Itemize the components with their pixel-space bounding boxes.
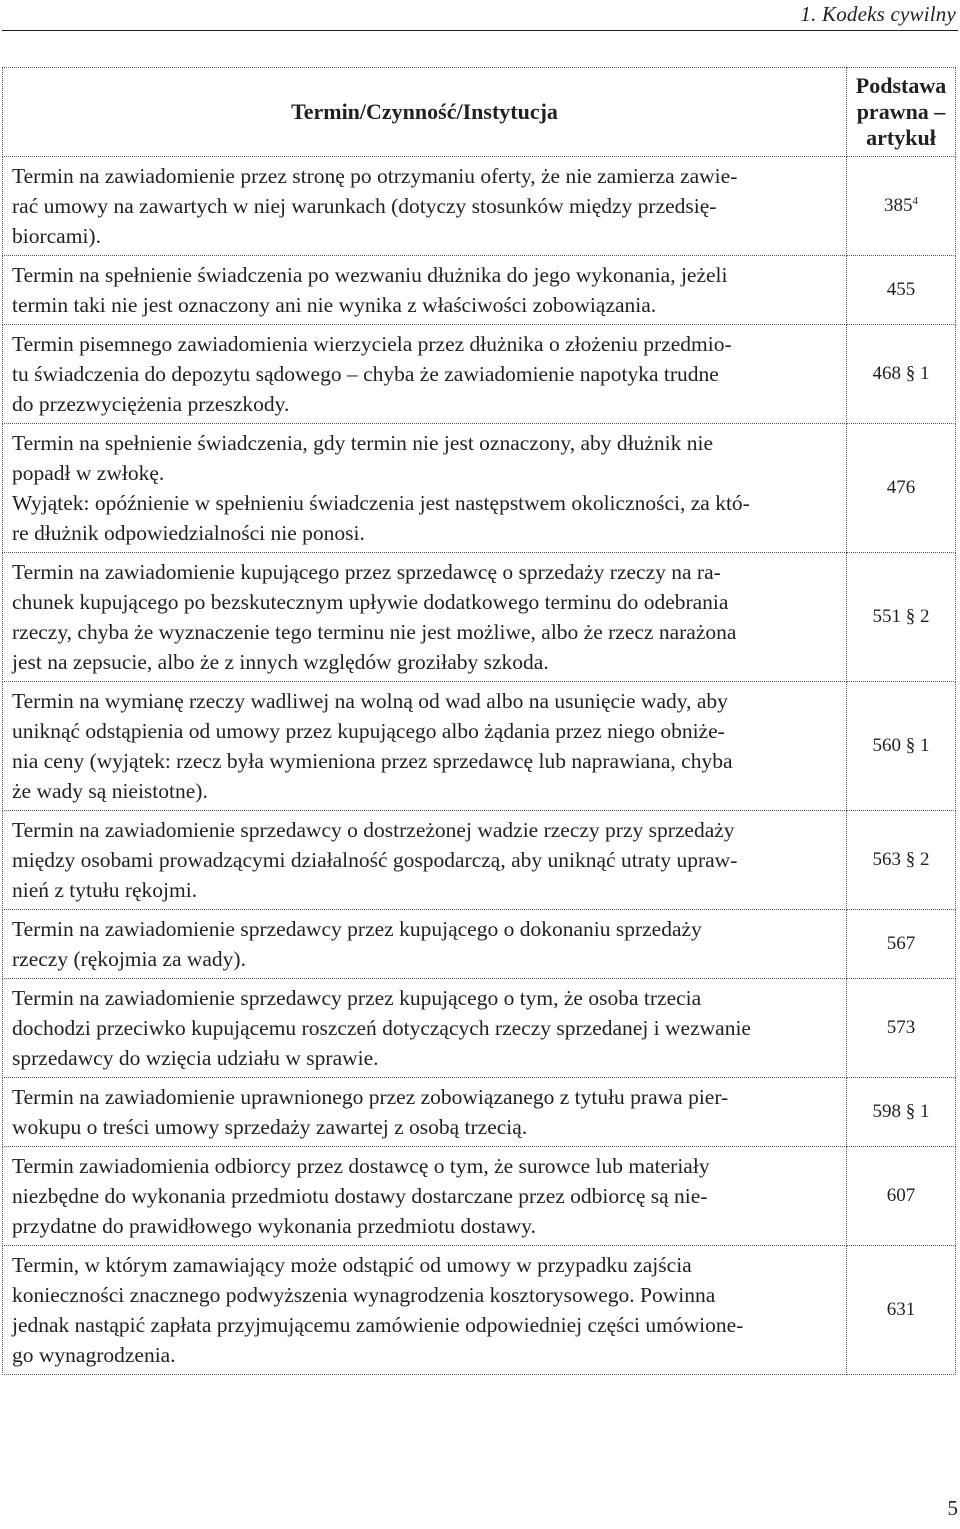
description-line: Termin na zawiadomienie sprzedawcy o dostrzeżonej wadzie rzeczy przy sprzedaży <box>12 818 735 842</box>
description-line: rzeczy, chyba że wyznaczenie tego terminu nie jest możliwe, albo że rzecz narażona <box>12 620 737 644</box>
article-number: 631 <box>886 1299 916 1320</box>
row-legal-basis <box>847 1078 956 1147</box>
description-line: do przezwyciężenia przeszkody. <box>12 392 290 416</box>
article-number: 476 <box>886 477 916 498</box>
article-number: 563 § 2 <box>872 849 930 870</box>
description-line: że wady są nieistotne). <box>12 779 208 803</box>
row-description <box>3 682 847 811</box>
description-line: między osobami prowadzącymi działalność gospodarczą, aby uniknąć utraty upraw- <box>12 848 738 872</box>
description-line: nień z tytułu rękojmi. <box>12 878 198 902</box>
row-description <box>3 424 847 553</box>
description-line: tu świadczenia do depozytu sądowego – chyba że zawiadomienie napotyka trudne <box>12 362 719 386</box>
article-number: 468 § 1 <box>872 363 930 384</box>
description-line: Termin pisemnego zawiadomienia wierzyciela przez dłużnika o złożeniu przedmio- <box>12 332 732 356</box>
description-line: popadł w zwłokę. <box>12 461 165 485</box>
article-number: 573 <box>886 1017 916 1038</box>
article-number: 607 <box>886 1185 916 1206</box>
description-line: rzeczy (rękojmia za wady). <box>12 947 246 971</box>
description-line: Termin na wymianę rzeczy wadliwej na wolną od wad albo na usunięcie wady, aby <box>12 689 728 713</box>
row-description <box>3 157 847 256</box>
article-number: 560 § 1 <box>872 735 930 756</box>
description-line: go wynagrodzenia. <box>12 1343 176 1367</box>
description-line: wokupu o treści umowy sprzedaży zawartej z osobą trzecią. <box>12 1115 528 1139</box>
article-number: 598 § 1 <box>872 1101 930 1122</box>
row-legal-basis <box>847 325 956 424</box>
description-line: re dłużnik odpowiedzialności nie ponosi. <box>12 521 365 545</box>
article-superscript: 4 <box>912 195 918 207</box>
table-body <box>3 157 956 1375</box>
row-legal-basis <box>847 979 956 1078</box>
row-description <box>3 256 847 325</box>
description-line: Termin na spełnienie świadczenia, gdy termin nie jest oznaczony, aby dłużnik nie <box>12 431 713 455</box>
description-line: nia ceny (wyjątek: rzecz była wymieniona przez sprzedawcę lub naprawiana, chyba <box>12 749 733 773</box>
table-row <box>3 325 956 424</box>
description-line: biorcami). <box>12 224 101 248</box>
row-legal-basis <box>847 811 956 910</box>
description-line: chunek kupującego po bezskutecznym upływie dodatkowego terminu do odebrania <box>12 590 729 614</box>
table-row <box>3 1078 956 1147</box>
row-legal-basis <box>847 910 956 979</box>
description-line: konieczności znacznego podwyższenia wynagrodzenia kosztorysowego. Powinna <box>12 1283 716 1307</box>
article-number: 385 <box>884 195 913 216</box>
article-number: 567 <box>886 933 916 954</box>
description-line: Termin na zawiadomienie sprzedawcy przez kupującego o dokonaniu sprzedaży <box>12 917 702 941</box>
article-number: 551 § 2 <box>872 606 930 627</box>
table-row <box>3 1147 956 1246</box>
table-row <box>3 979 956 1078</box>
table-row <box>3 682 956 811</box>
description-line: Termin na zawiadomienie sprzedawcy przez kupującego o tym, że osoba trzecia <box>12 986 702 1010</box>
description-line: przydatne do prawidłowego wykonania przedmiotu dostawy. <box>12 1214 537 1238</box>
page-number: 5 <box>947 1496 958 1520</box>
row-legal-basis <box>847 1147 956 1246</box>
description-line: Termin na zawiadomienie uprawnionego przez zobowiązanego z tytułu prawa pier- <box>12 1085 729 1109</box>
row-description <box>3 1246 847 1375</box>
description-line: Wyjątek: opóźnienie w spełnieniu świadczenia jest następstwem okoliczności, za któ- <box>12 491 750 515</box>
row-legal-basis <box>847 553 956 682</box>
description-line: Termin na zawiadomienie przez stronę po otrzymaniu oferty, że nie zamierza zawie- <box>12 164 738 188</box>
description-line: uniknąć odstąpienia od umowy przez kupującego albo żądania przez niego obniże- <box>12 719 725 743</box>
row-description <box>3 553 847 682</box>
row-legal-basis <box>847 682 956 811</box>
column-header-description: Termin/Czynność/Instytucja <box>3 68 847 157</box>
legal-basis-header-line: prawna – <box>856 99 946 124</box>
row-description <box>3 979 847 1078</box>
row-legal-basis <box>847 424 956 553</box>
deadlines-table <box>2 67 956 1375</box>
legal-basis-header-line: Podstawa <box>855 73 947 98</box>
row-description <box>3 1078 847 1147</box>
row-legal-basis <box>847 157 956 256</box>
row-description <box>3 910 847 979</box>
row-legal-basis <box>847 1246 956 1375</box>
table-row <box>3 424 956 553</box>
description-line: rać umowy na zawartych w niej warunkach (dotyczy stosunków między przedsię- <box>12 194 717 218</box>
description-line: Termin na zawiadomienie kupującego przez sprzedawcę o sprzedaży rzeczy na ra- <box>12 560 721 584</box>
description-line: jednak nastąpić zapłata przyjmującemu zamówienie odpowiedniej części umówione- <box>12 1313 744 1337</box>
table-row <box>3 157 956 256</box>
table-row <box>3 910 956 979</box>
table-row <box>3 1246 956 1375</box>
table-header-row <box>3 68 956 157</box>
table-row <box>3 553 956 682</box>
header-rule <box>2 30 958 31</box>
table-row <box>3 811 956 910</box>
row-description <box>3 1147 847 1246</box>
row-description <box>3 811 847 910</box>
description-line: Termin zawiadomienia odbiorcy przez dostawcę o tym, że surowce lub materiały <box>12 1154 710 1178</box>
description-line: niezbędne do wykonania przedmiotu dostawy dostarczane przez odbiorcę są nie- <box>12 1184 708 1208</box>
description-line: Termin na spełnienie świadczenia po wezwaniu dłużnika do jego wykonania, jeżeli <box>12 263 728 287</box>
description-line: jest na zepsucie, albo że z innych względów groziłaby szkoda. <box>12 650 549 674</box>
table-row <box>3 256 956 325</box>
row-legal-basis <box>847 256 956 325</box>
row-description <box>3 325 847 424</box>
description-line: termin taki nie jest oznaczony ani nie wynika z właściwości zobowiązania. <box>12 293 657 317</box>
legal-basis-header-line: artykuł <box>866 125 936 150</box>
column-header-legal-basis <box>847 68 956 157</box>
description-line: dochodzi przeciwko kupującemu roszczeń dotyczących rzeczy sprzedanej i wezwanie <box>12 1016 751 1040</box>
description-line: Termin, w którym zamawiający może odstąpić od umowy w przypadku zajścia <box>12 1253 692 1277</box>
running-head: 1. Kodeks cywilny <box>800 2 956 26</box>
article-number: 455 <box>886 279 916 300</box>
description-line: sprzedawcy do wzięcia udziału w sprawie. <box>12 1046 379 1070</box>
